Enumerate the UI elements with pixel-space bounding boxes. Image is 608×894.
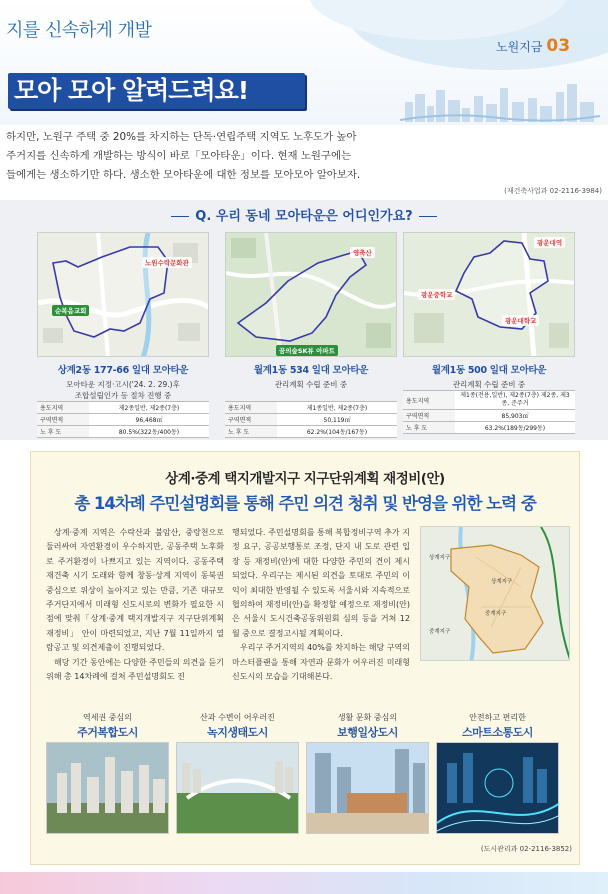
map-label: 광운대학교 — [502, 315, 539, 326]
table-value: 제2종일반, 제2종(7층) — [89, 402, 209, 414]
vision-caption — [436, 712, 559, 740]
vision-image-residential — [46, 742, 169, 834]
question-title — [0, 205, 608, 224]
table-value: 85,903㎡ — [455, 410, 575, 422]
article-paragraph: 행되었다. 주민설명회를 통해 복합정비구역 추가 지정 요구, 공공보행통로 조정, 단지 내 도로 관련 입장 등 재정비(안)에 대한 다양한 주민의 견이 제시되었다. 우리구는 제시된 의견을 토대로 주민의 이익이 최대한 반영될 수 있도록 서울시와 지속적으로 협의하여 재정비(안)을 확정할 예정으로 재정비(안)은 서울시 도시건축공동위원회 심의 등을 거쳐 12월 중으로 결정고시될 계획이다. — [232, 528, 410, 638]
table-key: 구역면적 — [37, 414, 89, 426]
table-row — [403, 422, 575, 434]
table-value: 63.2%(189동/299동) — [455, 422, 575, 434]
intro-paragraph — [6, 128, 546, 185]
site-status — [403, 379, 575, 390]
article-paragraph: 상계·중계 지역은 수락산과 불암산, 중랑천으로 둘러싸여 자연환경이 우수하지만, 공동주택 노후화로 주거환경이 나쁘지고 있는 지역이다. 공동주택 재건축 시기 도래와 함께 창동·상계 지역이 동북권 중심으로 위상이 높아지고 있는 만큼, 기존 대규모 주거단지에서 미래형 신도시로의 변화가 필요한 시점에 맞춰「상계·중계 택지개발지구 지구단위계획 재정비」 안이 마련되었고, 지난 7월 11일까지 열람공고 및 의견제출이 진행되었다. — [46, 528, 224, 653]
vision-title: 주거복합도시 — [77, 726, 138, 739]
table-value: 80.5%(322동/400동) — [89, 426, 209, 438]
vision-lead: 역세권 중심의 — [83, 713, 132, 722]
department-contact: (도시관리과 02-2116-3852) — [480, 845, 572, 853]
section-name: 노원지금 — [496, 40, 543, 54]
map-label: 광운대역 — [534, 237, 565, 248]
site-status-line: 관리계획 수립 준비 중 — [452, 380, 526, 389]
department-contact: (재건축사업과 02-2116-3984) — [504, 187, 602, 195]
map-label: 중계지구 — [429, 629, 451, 635]
table-key: 구역면적 — [225, 414, 277, 426]
page-number: 03 — [546, 36, 571, 56]
table-key: 노 후 도 — [225, 426, 277, 438]
site-status-line: 모아타운 지정·고시('24. 2. 29.)후 — [66, 380, 180, 389]
map-drawing — [38, 233, 209, 357]
vision-lead: 생활 문화 중심의 — [337, 713, 398, 722]
district-plan-map — [420, 526, 570, 661]
table-row — [225, 426, 397, 438]
vision-title: 스마트소통도시 — [462, 726, 533, 739]
table-key: 용도지역 — [37, 402, 89, 414]
table-row — [37, 426, 209, 438]
table-value: 50,119㎡ — [277, 414, 397, 426]
map-label: 꿈의숲SK뷰 아파트 — [276, 345, 338, 356]
table-row — [37, 414, 209, 426]
project-title: 상계·중계 택지개발지구 지구단위계획 재정비(안) — [165, 471, 445, 487]
table-key: 용도지역 — [225, 402, 277, 414]
site-info-table — [37, 401, 209, 438]
vision-title: 보행일상도시 — [337, 726, 398, 739]
table-value: 제1종(전용,일반), 제2종(7층) 제2종, 제3종, 준주거 — [455, 391, 575, 410]
map-label: 중계지구 — [485, 611, 507, 617]
table-value: 96,468㎡ — [89, 414, 209, 426]
vision-caption — [46, 712, 169, 740]
vision-lead: 안전하고 편리한 — [469, 713, 526, 722]
table-key: 노 후 도 — [403, 422, 455, 434]
table-row — [225, 402, 397, 414]
table-row — [37, 402, 209, 414]
vision-image-smart — [436, 742, 559, 834]
page-footer-band — [0, 872, 608, 894]
vision-lead: 산과 수변이 어우러진 — [200, 713, 275, 722]
article-paragraph: 우리구 주거지역의 40%를 차지하는 해당 구역의 마스터플랜을 통해 자연과 문화가 어우러진 미래형 신도시의 모습을 기대해본다. — [232, 643, 410, 682]
site-caption — [403, 362, 575, 390]
section-tag — [496, 36, 570, 56]
site-caption — [37, 362, 209, 401]
site-title: 월계1동 534 일대 모아타운 — [253, 365, 369, 376]
table-value: 62.2%(104동/167동) — [277, 426, 397, 438]
map-label: 순복음교회 — [52, 305, 89, 316]
intro-line: 들에게는 생소하기만 하다. 생소한 모아타운에 대한 정보를 모아모아 알아보자. — [6, 169, 361, 181]
site-title: 월계1동 500 일대 모아타운 — [431, 365, 547, 376]
table-row — [403, 410, 575, 422]
table-value: 제1종일반, 제2종(7층) — [277, 402, 397, 414]
table-key: 용도지역 — [403, 391, 455, 410]
site-map-wolgye1-534 — [225, 232, 397, 357]
title-rule — [419, 216, 437, 217]
vision-title: 녹지생태도시 — [207, 726, 268, 739]
intro-line: 주거지를 신속하게 개발하는 방식이 바로「모아타운」이다. 현재 노원구에는 — [6, 150, 352, 162]
site-status — [225, 379, 397, 390]
site-title: 상계2동 177-66 일대 모아타운 — [57, 365, 189, 376]
page-headline: 모아 모아 알려드려요! — [8, 73, 305, 109]
header-kicker: 지를 신속하게 개발 — [6, 20, 152, 41]
city-skyline-illustration — [400, 82, 600, 122]
vision-caption — [306, 712, 429, 740]
title-rule — [171, 216, 189, 217]
map-label: 노원수락문화관 — [142, 257, 192, 268]
site-info-table — [225, 401, 397, 438]
question-title-text: Q. 우리 동네 모아타운은 어디인가요? — [195, 209, 413, 224]
table-key: 구역면적 — [403, 410, 455, 422]
map-label: 상계지구 — [429, 555, 451, 561]
map-label: 광운중학교 — [418, 289, 455, 300]
table-row — [403, 391, 575, 410]
project-subtitle: 총 14차례 주민설명회를 통해 주민 의견 청취 및 반영을 위한 노력 중 — [74, 494, 536, 513]
site-caption — [225, 362, 397, 390]
article-paragraph: 해당 기간 동안에는 다양한 주민들의 의견을 듣기 위해 총 14차례에 걸쳐 주민설명회도 진 — [46, 657, 224, 682]
site-status-line: 조합설립인가 등 절차 진행 중 — [74, 391, 172, 400]
map-label: 상계지구 — [491, 579, 513, 585]
site-status — [37, 379, 209, 401]
table-row — [225, 414, 397, 426]
site-map-wolgye1-500 — [403, 232, 575, 357]
vision-caption — [176, 712, 299, 740]
map-label: 영축산 — [350, 247, 375, 258]
vision-image-walkable — [306, 742, 429, 834]
intro-line: 하지만, 노원구 주택 중 20%를 차지하는 단독·연립주택 지역도 노후도가 높아 — [6, 131, 357, 143]
site-status-line: 관리계획 수립 준비 중 — [274, 380, 348, 389]
page-header — [0, 0, 608, 125]
site-map-sanggye2 — [37, 232, 209, 357]
site-info-table — [403, 390, 575, 434]
vision-image-green — [176, 742, 299, 834]
plan-map-drawing — [421, 527, 570, 661]
article-column-1 — [46, 526, 224, 684]
table-key: 노 후 도 — [37, 426, 89, 438]
article-column-2 — [232, 526, 410, 684]
